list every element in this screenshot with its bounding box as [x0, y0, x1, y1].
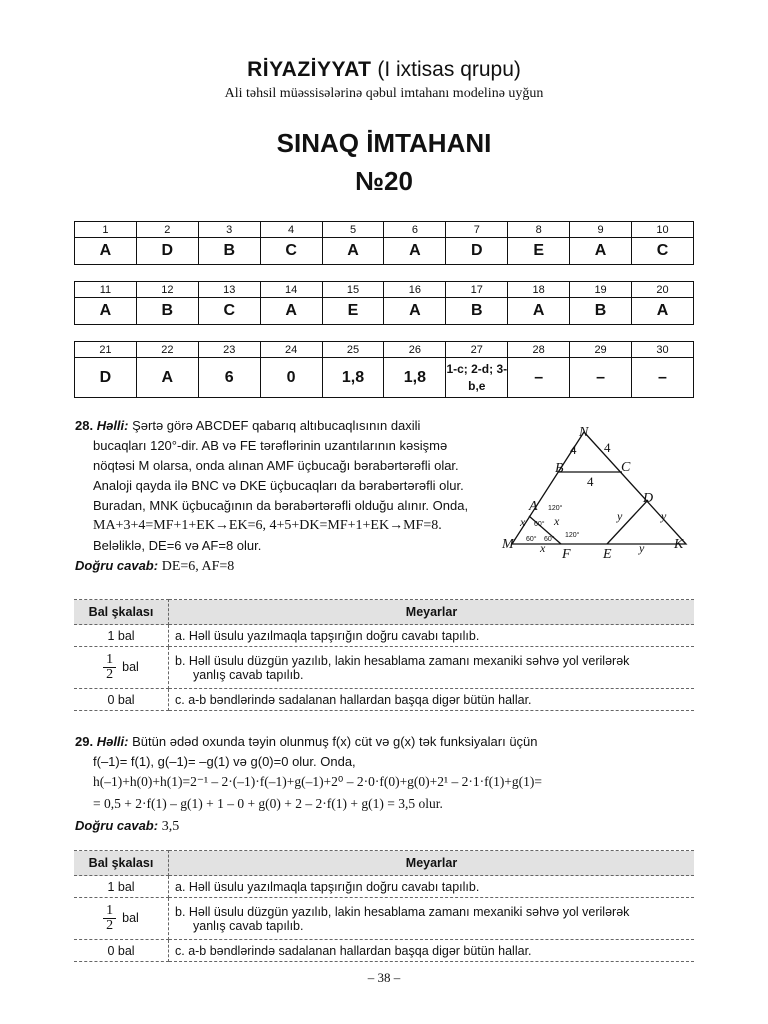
q29-answer — [75, 816, 695, 837]
label-e: E — [603, 547, 612, 562]
question-number: 2 — [136, 222, 198, 238]
q28-line-4: Analoji qayda ilə BNC və DKE üçbucaqları da bərabərtərəfli olur. — [93, 478, 464, 493]
side-label: y — [639, 541, 645, 555]
answer-numbers-row — [75, 282, 694, 298]
document-title — [0, 58, 768, 82]
solution-text: Şərtə görə ABCDEF qabarıq altıbucaqlısının daxili — [132, 418, 421, 433]
question-number: 29. — [75, 734, 94, 749]
half-fraction: $\frac{1}{2}$ — [103, 653, 116, 682]
label-f: F — [562, 547, 571, 562]
label-b: B — [555, 461, 564, 476]
q29-line-2: f(–1)= f(1), g(–1)= –g(1) və g(0)=0 olur. Onda, — [93, 754, 356, 769]
angle-label: 60° — [526, 536, 537, 543]
answer-value: A — [136, 358, 198, 398]
criteria-row — [74, 898, 694, 940]
triangle-figure — [496, 418, 696, 564]
question-number: 1 — [75, 222, 137, 238]
answer-value: A — [570, 238, 632, 265]
answer-table-3 — [74, 341, 694, 398]
criteria-text: a. Həll üsulu yazılmaqla tapşırığın doğru cavabı tapılıb. — [169, 876, 695, 898]
answer-values-row — [75, 298, 694, 325]
answer-value: 1-c; 2-d; 3-b,e — [446, 358, 508, 398]
subtitle: Ali təhsil müəssisələrinə qəbul imtahanı modelinə uyğun — [224, 86, 544, 101]
score-column-header: Bal şkalası — [74, 600, 169, 625]
answer-value: A — [384, 298, 446, 325]
score-cell: $\frac{1}{2}$ bal — [74, 647, 169, 689]
criteria-row — [74, 647, 694, 689]
answer-value: D — [75, 358, 137, 398]
question-number: 15 — [322, 282, 384, 298]
criteria-row — [74, 940, 694, 962]
answer-value: D — [446, 238, 508, 265]
question-number: 19 — [570, 282, 632, 298]
score-cell: 1 bal — [74, 625, 169, 647]
group-label: (I ixtisas qrupu) — [377, 58, 521, 81]
question-number: 28 — [508, 342, 570, 358]
question-number: 7 — [446, 222, 508, 238]
answer-values-row — [75, 358, 694, 398]
answer-value: – — [632, 358, 694, 398]
q28-line-5: Buradan, MNK üçbucağının da bərabərtərəfli olduğu alınır. Onda, — [93, 498, 469, 513]
side-label: 4 — [570, 442, 577, 457]
exam-number: №20 — [355, 166, 413, 196]
criteria-table-q28 — [74, 599, 694, 711]
answer-numbers-row — [75, 222, 694, 238]
label-a: A — [529, 499, 538, 514]
angle-label: 120° — [548, 505, 563, 512]
exam-title: SINAQ İMTAHANI — [276, 128, 492, 158]
criteria-text: c. a-b bəndlərində sadalanan hallardan başqa digər bütün hallar. — [169, 940, 695, 962]
side-label: x — [540, 541, 546, 555]
answer-value: 1,8 — [322, 358, 384, 398]
question-number: 14 — [260, 282, 322, 298]
question-number: 13 — [198, 282, 260, 298]
question-number: 26 — [384, 342, 446, 358]
answer-value: A — [75, 298, 137, 325]
answer-value: 6 — [198, 358, 260, 398]
question-number: 9 — [570, 222, 632, 238]
answer-value: A — [75, 238, 137, 265]
label-m: M — [502, 537, 514, 552]
question-number: 25 — [322, 342, 384, 358]
question-number: 22 — [136, 342, 198, 358]
segment-ed — [607, 500, 648, 544]
half-fraction: $\frac{1}{2}$ — [103, 904, 116, 933]
q28-line-1 — [75, 416, 505, 436]
question-number: 23 — [198, 342, 260, 358]
angle-label: 60° — [534, 521, 545, 528]
answer-value: B — [198, 238, 260, 265]
answer-label: Doğru cavab: — [75, 558, 159, 573]
score-cell: 0 bal — [74, 940, 169, 962]
answer-value: A — [322, 238, 384, 265]
side-label: 4 — [604, 440, 611, 455]
answer-value: A — [632, 298, 694, 325]
answer-text: 3,5 — [161, 819, 180, 834]
answer-value: E — [322, 298, 384, 325]
answer-value: – — [508, 358, 570, 398]
q28-line-2: bucaqları 120°-dir. AB və FE tərəflərinin uzantılarının kəsişmə — [93, 438, 448, 453]
answer-value: C — [260, 238, 322, 265]
score-column-header: Bal şkalası — [74, 851, 169, 876]
answer-value: B — [136, 298, 198, 325]
q28-solution — [75, 416, 505, 577]
criteria-header-row — [74, 600, 694, 625]
question-number: 30 — [632, 342, 694, 358]
label-d: D — [643, 491, 654, 506]
criteria-header-row — [74, 851, 694, 876]
score-cell: $\frac{1}{2}$ bal — [74, 898, 169, 940]
answer-value: B — [446, 298, 508, 325]
answer-value: – — [570, 358, 632, 398]
question-number: 17 — [446, 282, 508, 298]
answer-value: E — [508, 238, 570, 265]
question-number: 11 — [75, 282, 137, 298]
answer-value: A — [384, 238, 446, 265]
question-number: 4 — [260, 222, 322, 238]
criteria-text: c. a-b bəndlərində sadalanan hallardan başqa digər bütün hallar. — [169, 689, 695, 711]
criteria-row — [74, 689, 694, 711]
question-number: 8 — [508, 222, 570, 238]
answer-value: C — [632, 238, 694, 265]
q28-answer — [75, 556, 505, 577]
q29-line-4: = 0,5 + 2·f(1) – g(1) + 1 – 0 + g(0) + 2 – 2·f(1) + g(1) = 3,5 olur. — [93, 796, 443, 811]
label-c: C — [621, 460, 631, 475]
solution-lead: Həlli: — [96, 418, 129, 433]
question-number: 12 — [136, 282, 198, 298]
question-number: 16 — [384, 282, 446, 298]
criteria-row — [74, 876, 694, 898]
q29-line-1 — [75, 732, 695, 752]
answer-value: A — [260, 298, 322, 325]
question-number: 3 — [198, 222, 260, 238]
question-number: 28. — [75, 418, 94, 433]
criteria-table-q29 — [74, 850, 694, 962]
answer-numbers-row — [75, 342, 694, 358]
criteria-row — [74, 625, 694, 647]
solution-lead: Həlli: — [96, 734, 129, 749]
answer-value: B — [570, 298, 632, 325]
answer-label: Doğru cavab: — [75, 818, 159, 833]
answer-value: A — [508, 298, 570, 325]
label-n: N — [579, 425, 589, 440]
answer-table-1 — [74, 221, 694, 265]
question-number: 6 — [384, 222, 446, 238]
question-number: 18 — [508, 282, 570, 298]
score-cell: 1 bal — [74, 876, 169, 898]
criteria-column-header: Meyarlar — [169, 600, 695, 625]
answer-value: D — [136, 238, 198, 265]
question-number: 5 — [322, 222, 384, 238]
criteria-text: b. Həll üsulu düzgün yazılıb, lakin hesablama zamanı mexaniki səhvə yol verilərək yanlış cavab tapılıb. — [169, 898, 695, 940]
criteria-text: b. Həll üsulu düzgün yazılıb, lakin hesablama zamanı mexaniki səhvə yol verilərək yanlış cavab tapılıb. — [169, 647, 695, 689]
question-number: 29 — [570, 342, 632, 358]
q28-line-3: nöqtəsi M olarsa, onda alınan AMF üçbucağı bərabərtərəfli olar. — [93, 458, 459, 473]
subject-title: RİYAZİYYAT — [247, 58, 372, 81]
side-label: y — [617, 509, 623, 523]
q29-solution — [75, 732, 695, 837]
solution-text: Bütün ədəd oxunda təyin olunmuş f(x) cüt və g(x) tək funksiyaları üçün — [132, 734, 538, 749]
page-number: – 38 – — [367, 970, 401, 985]
angle-label: 120° — [565, 532, 580, 539]
angle-label: 60° — [544, 536, 555, 543]
side-label: 4 — [587, 474, 594, 489]
side-label: x — [554, 514, 560, 528]
answer-text: DE=6, AF=8 — [161, 559, 235, 574]
question-number: 10 — [632, 222, 694, 238]
answer-value: C — [198, 298, 260, 325]
question-number: 24 — [260, 342, 322, 358]
answer-values-row — [75, 238, 694, 265]
q29-line-3: h(–1)+h(0)+h(1)=2⁻¹ – 2·(–1)·f(–1)+g(–1)+2⁰ – 2·0·f(0)+g(0)+2¹ – 2·1·f(1)+g(1)= — [93, 774, 543, 789]
label-k: K — [674, 537, 684, 552]
criteria-column-header: Meyarlar — [169, 851, 695, 876]
question-number: 27 — [446, 342, 508, 358]
q28-line-6: MA+3+4=MF+1+EK→EK=6, 4+5+DK=MF+1+EK→MF=8. — [93, 518, 442, 533]
side-label: x — [520, 515, 526, 529]
side-label: y — [661, 509, 667, 523]
answer-value: 1,8 — [384, 358, 446, 398]
q28-line-7: Beləliklə, DE=6 və AF=8 olur. — [93, 538, 262, 553]
criteria-text: a. Həll üsulu yazılmaqla tapşırığın doğru cavabı tapılıb. — [169, 625, 695, 647]
score-cell: 0 bal — [74, 689, 169, 711]
answer-table-2 — [74, 281, 694, 325]
answer-value: 0 — [260, 358, 322, 398]
question-number: 21 — [75, 342, 137, 358]
question-number: 20 — [632, 282, 694, 298]
